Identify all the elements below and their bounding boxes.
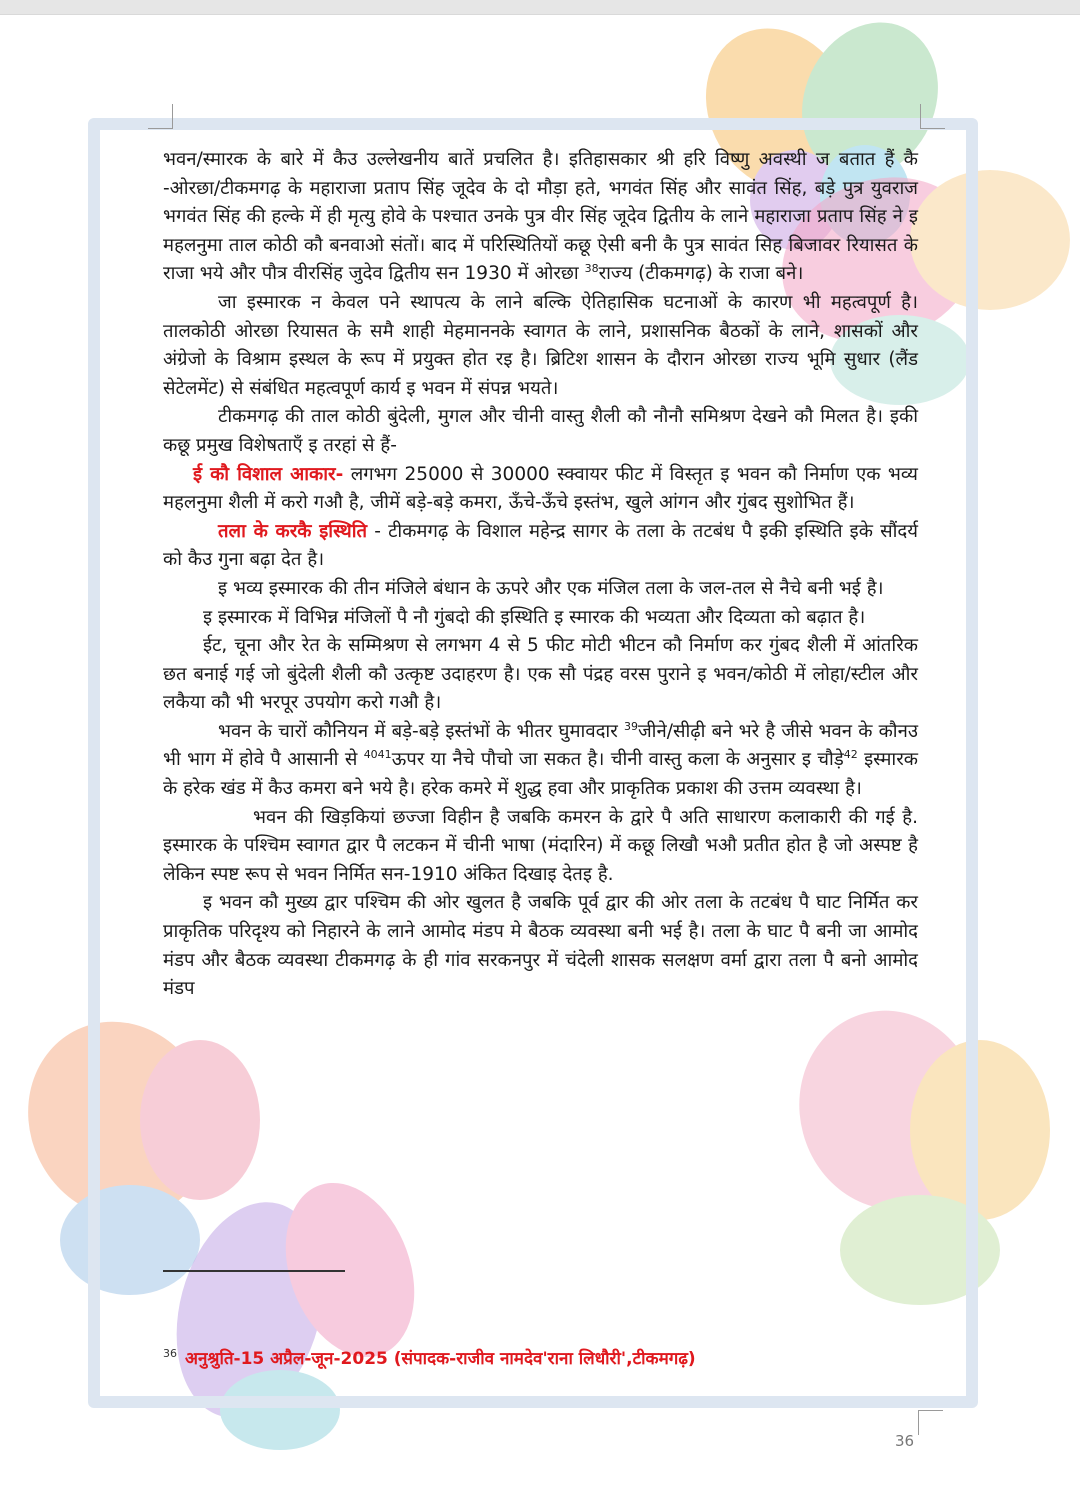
paragraph: भवन/स्मारक के बारे में कैउ उल्लेखनीय बातें प्रचलित है। इतिहासकार श्री हरि विष्णु अवस्थी ज बतात हैं कै -ओरछा/टीकमगढ़ के महाराजा प्रताप सिंह जूदेव के दो मौड़ा हते, भगवंत सिंह और सावंत सिंह, बड़े पुत्र युवराज भगवंत सिंह की हल्के में ही मृत्यु होवे के पश्चात उनके पुत्र वीर सिंह जूदेव द्वितीय के लाने महाराजा प्रताप सिंह ने इ महलनुमा ताल कोठी कौ बनवाओ संतों। बाद में परिस्थितियों कछू ऐसी बनी कै पुत्र सावंत सिह बिजावर रियासत के राजा भये और पौत्र वीरसिंह जुदेव द्वितीय सन 1930 में ओरछा $^{38}$राज्य (टीकमगढ़) के राजा बने। bbox=[163, 149, 918, 285]
crop-mark bbox=[148, 104, 173, 129]
paragraph: टीकमगढ़ की ताल कोठी बुंदेली, मुगल और चीनी वास्तु शैली कौ नौनौ समिश्रण देखने कौ मिलत है। इकी कछू प्रमुख विशेषताएँ इ तरहां से हैं- bbox=[163, 406, 918, 456]
page-number: 36 bbox=[895, 1432, 915, 1450]
section-label: ई कौ विशाल आकार- bbox=[193, 463, 344, 485]
body-text bbox=[163, 146, 918, 1004]
paragraph: इ इस्मारक में विभिन्न मंजिलों पै नौ गुंबदो की इस्थिति इ स्मारक की भव्यता और दिव्यता को बढ़ात है। bbox=[203, 606, 866, 628]
crop-mark bbox=[920, 104, 945, 129]
paragraph: इ भवन कौ मुख्य द्वार पश्चिम की ओर खुलत है जबकि पूर्व द्वार की ओर तला के तटबंध पै घाट निर्मित कर प्राकृतिक परिदृश्य को निहारने के लाने आमोद मंडप मे बैठक व्यवस्था बनी भई है। तला के घाट पै बनी जा आमोद मंडप और बैठक व्यवस्था टीकमगढ़ के ही गांव सरकनपुर में चंदेली शासक सलक्षण वर्मा द्वारा तला पै बनो आमोद मंडप bbox=[163, 892, 918, 1000]
footnote-ref: 39 bbox=[623, 719, 638, 733]
paragraph: ईट, चूना और रेत के सम्मिश्रण से लगभग 4 से 5 फीट मोटी भीटन कौ निर्माण कर गुंबद शैली में आंतरिक छत बनाई गई जो बुंदेली शैली कौ उत्कृष्ट उदाहरण है। एक सौ पंद्रह वरस पुराने इ भवन/कोठी में लोहा/स्टील और लकैया कौ भी भरपूर उपयोग करो गऔ है। bbox=[163, 635, 918, 714]
top-bar bbox=[0, 0, 1080, 15]
crop-mark bbox=[918, 1410, 943, 1435]
paragraph: इ भव्य इस्मारक की तीन मंजिले बंधान के ऊपरे और एक मंजिल तला के जल-तल से नैचे बनी भई है। bbox=[218, 577, 884, 599]
paragraph: ई कौ विशाल आकार- लगभग 25000 से 30000 स्क्वायर फीट में विस्तृत इ भवन कौ निर्माण एक भव्य महलनुमा शैली में करो गऔ है, जीमें बड़े-बड़े कमरा, ऊँचे-ऊँचे इस्तंभ, खुले आंगन और गुंबद सुशोभित हैं। bbox=[163, 463, 918, 514]
footnote-ref: 4041 bbox=[363, 748, 392, 762]
paragraph: तला के करकै इस्थिति - टीकमगढ़ के विशाल महेन्द्र सागर के तला के तटबंध पै इकी इस्थिति इके सौंदर्य को कैउ गुना बढ़ा देत है। bbox=[163, 520, 918, 571]
section-label: तला के करकै इस्थिति bbox=[218, 520, 368, 542]
footnote-ref: 42 bbox=[843, 748, 858, 762]
paragraph: जा इस्मारक न केवल पने स्थापत्य के लाने बल्कि ऐतिहासिक घटनाओं के कारण भी महत्वपूर्ण है। तालकोठी ओरछा रियासत के समै शाही मेहमाननके स्वागत के लाने, प्रशासनिक बैठकों के लाने, शासकों और अंग्रेजो के विश्राम इस्थल के रूप में प्रयुक्त होत रइ है। ब्रिटिश शासन के दौरान ओरछा राज्य भूमि सुधार (लैंड सेटेलमेंट) से संबंधित महत्वपूर्ण कार्य इ भवन में संपन्न भयते। bbox=[163, 291, 918, 399]
footnote-number: 36 bbox=[163, 1347, 177, 1361]
footnote bbox=[163, 1346, 923, 1369]
paragraph: भवन के चारों कौनियन में बड़े-बड़े इस्तंभों के भीतर घुमावदार $^{39}$जीने/सीढ़ी बने भरे है जीसे भवन के कौनउ भी भाग में होवे पै आसानी से $^{4041}$ऊपर या नैचे पौचो जा सकत है। चीनी वास्तु कला के अनुसार इ चौड़े$^{42}$ इस्मारक के हरेक खंड में कैउ कमरा बने भये है। हरेक कमरे में शुद्ध हवा और प्राकृतिक प्रकाश की उत्तम व्यवस्था है। bbox=[163, 719, 918, 800]
paragraph: भवन की खिड़कियां छज्जा विहीन है जबकि कमरन के द्वारे पै अति साधारण कलाकारी की गई है. इस्मारक के पश्चिम स्वागत द्वार पै लटकन में चीनी भाषा (मंदारिन) में कछू लिखौ भऔ प्रतीत होत है जो अस्पष्ट है लेकिन स्पष्ट रूप से भवन निर्मित सन-1910 अंकित दिखाइ देतइ है. bbox=[163, 806, 918, 885]
footnote-separator bbox=[163, 1270, 345, 1272]
footnote-ref: 38 bbox=[584, 262, 599, 276]
footnote-text: अनुश्रुति-15 अप्रैल-जून-2025 (संपादक-राजीव नामदेव'राना लिधौरी',टीकमगढ़) bbox=[185, 1349, 696, 1369]
